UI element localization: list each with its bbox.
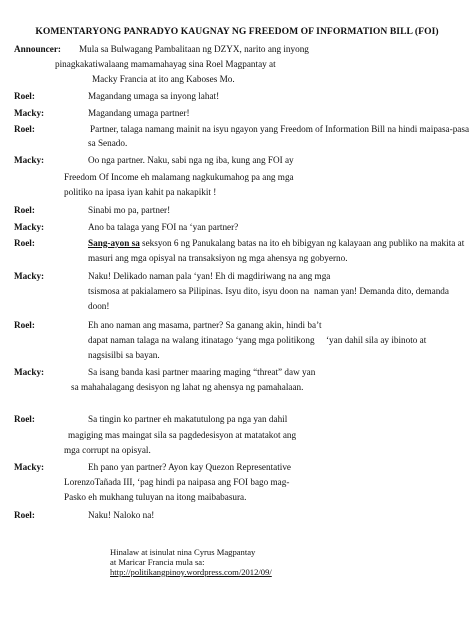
dialogue-line: Ano ba talaga yang FOI na ‘yan partner? [88, 222, 239, 232]
speaker-macky: Macky: [14, 108, 45, 118]
dialogue-line: LorenzoTañada III, ‘pag hindi pa naipasa ang FOI bago mag- [64, 477, 290, 487]
dialogue-line: Partner, talaga namang mainit na isyu ngayon yang Freedom of Information Bill na hindi maipasa-pasa [90, 124, 470, 134]
source-link[interactable]: http://politikangpinoy.wordpress.com/2012/09/ [110, 567, 272, 577]
dialogue-line: mga corrupt na opisyal. [64, 445, 151, 455]
dialogue-line: sa Senado. [88, 138, 128, 148]
dialogue-line: Sa isang banda kasi partner maaring maging “threat” daw yan [88, 367, 316, 377]
dialogue-line: tsismosa at pakialamero sa Pilipinas. Isyu dito, isyu doon na [88, 286, 310, 296]
dialogue-line: Freedom Of Income eh malamang nagkukumahog pa ang mga [64, 172, 294, 182]
speaker-roel: Roel: [14, 510, 35, 520]
dialogue-line: Oo nga partner. Naku, sabi nga ng iba, kung ang FOI ay [88, 155, 294, 165]
dialogue-line: Naku! Delikado naman pala ‘yan! Eh di magdiriwang na ang mga [88, 271, 331, 281]
dialogue-line: Pasko eh mukhang tuluyan na itong maibabasura. [64, 492, 247, 502]
document-title: KOMENTARYONG PANRADYO KAUGNAY NG FREEDOM OF INFORMATION BILL (FOI) [35, 26, 439, 37]
footer-credit-line: Hinalaw at isinulat nina Cyrus Magpantay [110, 547, 256, 557]
dialogue-line: Eh pano yan partner? Ayon kay Quezon Representative [88, 462, 291, 472]
speaker-roel: Roel: [14, 414, 35, 424]
speaker-roel: Roel: [14, 124, 35, 134]
dialogue-line: magiging mas maingat sila sa pagdedesisyon at matatakot ang [68, 430, 297, 440]
speaker-macky: Macky: [14, 222, 45, 232]
dialogue-line: nagsisilbi sa bayan. [88, 350, 160, 360]
dialogue-line: doon! [88, 301, 110, 311]
dialogue-line: politiko na ipasa iyan kahit pa nakapikit ! [64, 187, 217, 197]
speaker-announcer: Announcer: [14, 44, 61, 54]
dialogue-line: Sinabi mo pa, partner! [88, 205, 171, 215]
dialogue-line: Macky Francia at ito ang Kaboses Mo. [92, 74, 235, 84]
dialogue-line: dapat naman talaga na walang itinatago ‘yang mga politikong [88, 335, 315, 345]
dialogue-line: ‘yan dahil sila ay ibinoto at [326, 335, 427, 345]
speaker-roel: Roel: [14, 320, 35, 330]
speaker-macky: Macky: [14, 155, 45, 165]
dialogue-line: Magandang umaga sa inyong lahat! [88, 91, 220, 101]
speaker-macky: Macky: [14, 271, 45, 281]
speaker-roel: Roel: [14, 238, 35, 248]
dialogue-line: Sa tingin ko partner eh makatutulong pa nga yan dahil [88, 414, 288, 424]
speaker-macky: Macky: [14, 367, 45, 377]
dialogue-emphasis: Sang-ayon sa [88, 238, 140, 248]
dialogue-line: seksyon 6 ng Panukalang batas na ito eh bibigyan ng kalayaan ang publiko na makita at [142, 238, 465, 248]
dialogue-line: pinagkakatiwalaang mamamahayag sina Roel Magpantay at [55, 59, 276, 69]
dialogue-line: Mula sa Bulwagang Pambalitaan ng DZYX, narito ang inyong [79, 44, 309, 54]
footer-source-line: at Maricar Francia mula sa: [110, 557, 205, 567]
dialogue-line: masuri ang mga opisyal na transaksiyon ng mga ahensya ng gobyerno. [88, 253, 348, 263]
dialogue-line: naman yan! Demanda dito, demanda [314, 286, 449, 296]
dialogue-line: Eh ano naman ang masama, partner? Sa ganang akin, hindi ba’t [88, 320, 322, 330]
speaker-roel: Roel: [14, 91, 35, 101]
dialogue-line: sa mahahalagang desisyon ng lahat ng ahensya ng pamahalaan. [71, 382, 304, 392]
dialogue-line: Magandang umaga partner! [88, 108, 190, 118]
speaker-macky: Macky: [14, 462, 45, 472]
dialogue-line: Naku! Naloko na! [88, 510, 155, 520]
speaker-roel: Roel: [14, 205, 35, 215]
